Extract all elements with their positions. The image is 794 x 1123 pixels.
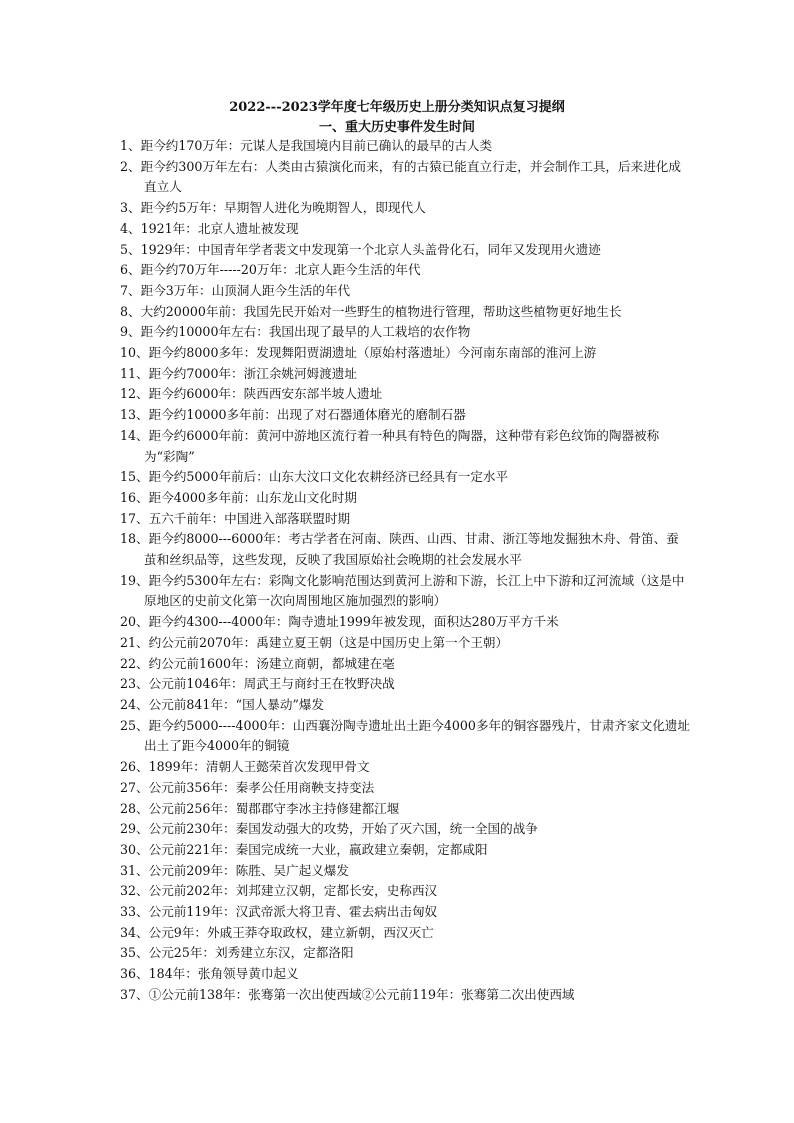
list-item: 30、公元前221年：秦国完成统一大业，嬴政建立秦朝，定都咸阳	[120, 841, 488, 857]
list-item: 3、距今约5万年：早期智人进化为晚期智人，即现代人	[120, 200, 426, 216]
list-item: 1、距今约170万年：元谋人是我国境内目前已确认的最早的古人类	[120, 138, 493, 153]
list-item: 24、公元前841年：“国人暴动”爆发	[120, 696, 325, 712]
list-item: 31、公元前209年：陈胜、吴广起义爆发	[120, 862, 349, 878]
list-item: 27、公元前356年：秦孝公任用商鞅支持变法	[120, 779, 375, 795]
list-item: 14、距今约6000年前：黄河中游地区流行着一种具有特色的陶器，这种带有彩色纹饰的陶器被称为“彩陶”	[120, 427, 660, 464]
list-item: 13、距今约10000多年前：出现了对石器通体磨光的磨制石器	[120, 407, 466, 423]
list-item: 25、距今约5000----4000年：山西襄汾陶寺遗址出土距今4000多年的铜容器残片，甘肃齐家文化遗址出土了距今4000年的铜镜	[120, 717, 690, 754]
list-item: 4、1921年：北京人遗址被发现	[120, 220, 299, 236]
list-item: 33、公元前119年：汉武帝派大将卫青、霍去病出击匈奴	[120, 904, 438, 920]
document-title: 2022---2023学年度七年级历史上册分类知识点复习提纲	[229, 100, 565, 115]
list-item: 22、约公元前1600年：汤建立商朝，都城建在亳	[120, 655, 395, 671]
list-item: 2、距今约300万年左右：人类由古猿演化而来，有的古猿已能直立行走，并会制作工具，后来进化成直立人	[120, 158, 681, 195]
list-item: 19、距今约5300年左右：彩陶文化影响范围达到黄河上游和下游，长江上中下游和辽河流域（这是中原地区的史前文化第一次向周围地区施加强烈的影响）	[120, 572, 685, 609]
list-item: 20、距今约4300---4000年：陶寺遗址1999年被发现，面积达280万平方千米	[120, 614, 559, 630]
list-item: 6、距今约70万年-----20万年：北京人距今生活的年代	[120, 262, 421, 278]
list-item: 10、距今约8000多年：发现舞阳贾湖遗址（原始村落遗址）今河南东南部的淮河上游	[120, 345, 597, 361]
list-item: 18、距今约8000---6000年：考古学者在河南、陕西、山西、甘肃、浙江等地发掘独木舟、骨笛、蚕茧和丝织品等，这些发现，反映了我国原始社会晚期的社会发展水平	[120, 531, 679, 568]
list-item: 37、①公元前138年：张骞第一次出使西域②公元前119年：张骞第二次出使西域	[120, 986, 575, 1002]
list-item: 32、公元前202年：刘邦建立汉朝，定都长安，史称西汉	[120, 883, 438, 899]
list-item: 16、距今4000多年前：山东龙山文化时期	[120, 489, 357, 505]
section-heading: 一、重大历史事件发生时间	[318, 120, 475, 135]
list-item: 12、距今约6000年：陕西西安东部半坡人遗址	[120, 386, 383, 402]
list-item: 23、公元前1046年：周武王与商纣王在牧野决战	[120, 676, 395, 692]
event-list	[120, 136, 690, 1006]
list-item: 5、1929年：中国青年学者裴文中发现第一个北京人头盖骨化石，同年又发现用火遗迹	[120, 241, 601, 257]
list-item: 21、约公元前2070年：禹建立夏王朝（这是中国历史上第一个王朝）	[120, 634, 509, 650]
list-item: 35、公元25年：刘秀建立东汉，定都洛阳	[120, 945, 354, 961]
list-item: 17、五六千前年：中国进入部落联盟时期	[120, 510, 351, 526]
list-item: 8、大约20000年前：我国先民开始对一些野生的植物进行管理，帮助这些植物更好地生长	[120, 303, 622, 319]
list-item: 7、距今3万年：山顶洞人距今生活的年代	[120, 282, 351, 298]
list-item: 11、距今约7000年：浙江余姚河姆渡遗址	[120, 365, 357, 381]
list-item: 34、公元9年：外戚王莽夺取政权，建立新朝，西汉灭亡	[120, 924, 434, 940]
list-item: 15、距今约5000年前后：山东大汶口文化农耕经济已经具有一定水平	[120, 469, 509, 485]
list-item: 36、184年：张角领导黄巾起义	[120, 966, 299, 982]
list-item: 9、距今约10000年左右：我国出现了最早的人工栽培的农作物	[120, 324, 471, 340]
list-item: 29、公元前230年：秦国发动强大的攻势，开始了灭六国，统一全国的战争	[120, 821, 538, 837]
list-item: 28、公元前256年：蜀郡郡守李冰主持修建都江堰	[120, 800, 400, 816]
list-item: 26、1899年：清朝人王懿荣首次发现甲骨文	[120, 759, 370, 775]
